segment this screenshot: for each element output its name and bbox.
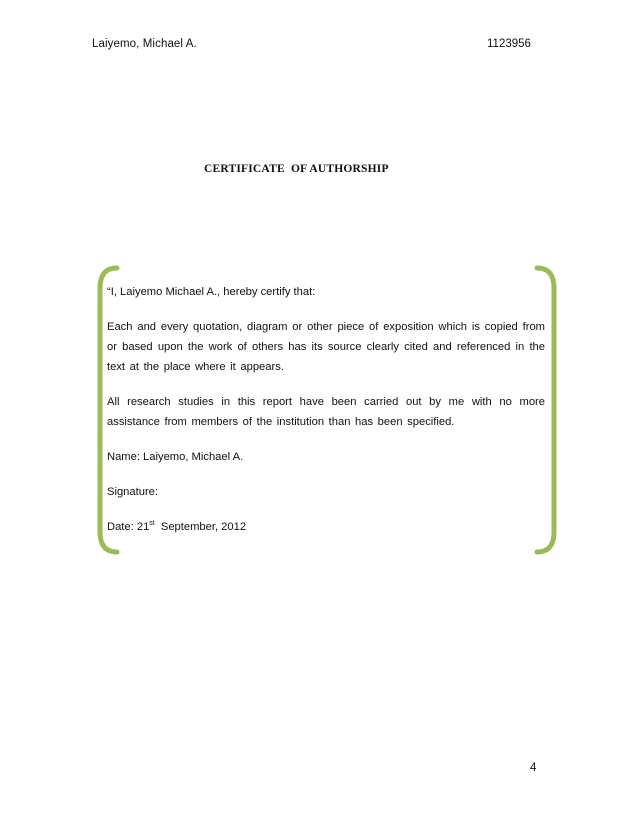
certificate-paragraph-research: All research studies in this report have been carried out by me with no more assistance from members of the institution than has been specified. xyxy=(107,396,545,428)
date-line xyxy=(107,517,545,537)
certificate-title: CERTIFICATE OF AUTHORSHIP xyxy=(204,163,389,175)
certificate-body xyxy=(107,282,545,552)
date-rest: September, 2012 xyxy=(157,521,247,533)
certificate-paragraph-quotation: Each and every quotation, diagram or other piece of exposition which is copied from or based upon the work of others has its source clearly cited and referenced in the text at the place where it appears. xyxy=(107,321,545,373)
signature-line: Signature: xyxy=(107,486,158,498)
name-line: Name: Laiyemo, Michael A. xyxy=(107,451,244,463)
header-student-id: 1123956 xyxy=(487,38,531,50)
date-prefix: Date: 21 xyxy=(107,521,150,533)
header-author-name: Laiyemo, Michael A. xyxy=(92,38,197,50)
certificate-intro: “I, Laiyemo Michael A., hereby certify that: xyxy=(107,286,316,298)
date-ordinal-suffix: st xyxy=(149,520,155,528)
page-number: 4 xyxy=(530,762,537,774)
